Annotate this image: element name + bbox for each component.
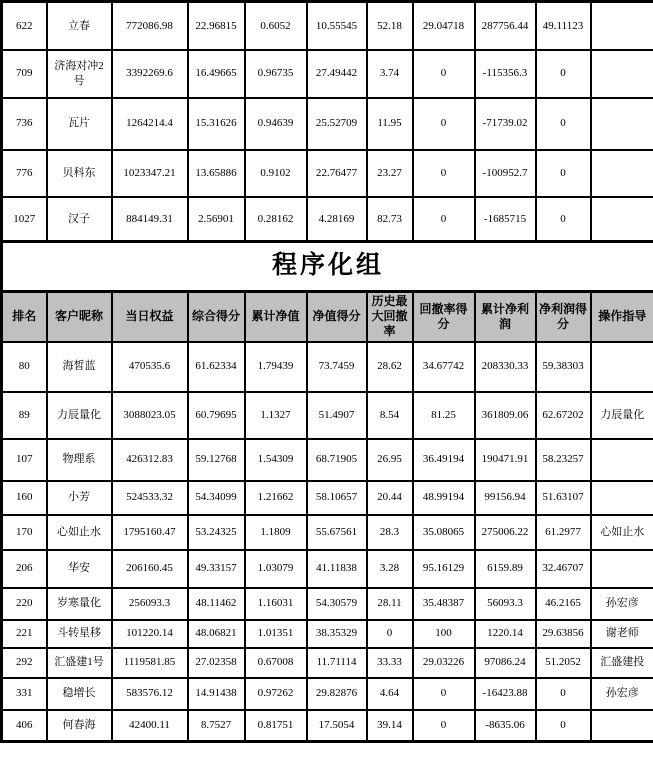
- cell-guidance: [591, 550, 653, 588]
- cell-max-drawdown: 26.95: [367, 439, 413, 481]
- column-header-cum-nav: 累计净值: [245, 292, 307, 342]
- cell-daily-equity: 583576.12: [112, 678, 188, 710]
- cell-nickname: 稳增长: [47, 678, 112, 710]
- cell-daily-equity: 1264214.4: [112, 98, 188, 150]
- cell-nickname: 斗转星移: [47, 620, 112, 648]
- cell-nickname: 岁寒量化: [47, 588, 112, 620]
- cell-rank: 89: [2, 392, 47, 439]
- cell-profit-score: 0: [536, 98, 591, 150]
- section-title: 程序化组: [2, 242, 653, 292]
- cell-nav-score: 55.67561: [307, 515, 367, 550]
- cell-cum-profit: -8635.06: [475, 710, 536, 742]
- cell-nav-score: 27.49442: [307, 50, 367, 98]
- cell-nav-score: 41.11838: [307, 550, 367, 588]
- cell-max-drawdown: 23.27: [367, 150, 413, 197]
- cell-composite-score: 54.34099: [188, 481, 245, 515]
- cell-composite-score: 48.06821: [188, 620, 245, 648]
- cell-composite-score: 48.11462: [188, 588, 245, 620]
- table-row: [2, 550, 653, 588]
- cell-rank: 170: [2, 515, 47, 550]
- cell-max-drawdown: 20.44: [367, 481, 413, 515]
- cell-nav-score: 17.5054: [307, 710, 367, 742]
- cell-max-drawdown: 52.18: [367, 2, 413, 50]
- cell-cum-nav: 0.9102: [245, 150, 307, 197]
- cell-guidance: [591, 150, 653, 197]
- section-title-row: [2, 242, 653, 292]
- cell-cum-nav: 1.03079: [245, 550, 307, 588]
- cell-nickname: 济海对冲2号: [47, 50, 112, 98]
- cell-rank: 776: [2, 150, 47, 197]
- table-row: [2, 648, 653, 678]
- cell-profit-score: 29.63856: [536, 620, 591, 648]
- cell-drawdown-score: 0: [413, 98, 475, 150]
- cell-drawdown-score: 100: [413, 620, 475, 648]
- cell-daily-equity: 206160.45: [112, 550, 188, 588]
- column-header-daily-equity: 当日权益: [112, 292, 188, 342]
- cell-max-drawdown: 3.74: [367, 50, 413, 98]
- cell-cum-profit: -16423.88: [475, 678, 536, 710]
- cell-profit-score: 0: [536, 197, 591, 242]
- cell-drawdown-score: 29.03226: [413, 648, 475, 678]
- cell-composite-score: 22.96815: [188, 2, 245, 50]
- cell-max-drawdown: 0: [367, 620, 413, 648]
- table-row: [2, 515, 653, 550]
- cell-guidance: [591, 439, 653, 481]
- cell-nickname: 贝科东: [47, 150, 112, 197]
- cell-cum-profit: 1220.14: [475, 620, 536, 648]
- cell-drawdown-score: 48.99194: [413, 481, 475, 515]
- cell-rank: 736: [2, 98, 47, 150]
- cell-profit-score: 51.2052: [536, 648, 591, 678]
- cell-guidance: [591, 50, 653, 98]
- cell-drawdown-score: 35.08065: [413, 515, 475, 550]
- cell-cum-nav: 0.67008: [245, 648, 307, 678]
- cell-rank: 107: [2, 439, 47, 481]
- cell-guidance: [591, 710, 653, 742]
- table-row: [2, 588, 653, 620]
- cell-rank: 220: [2, 588, 47, 620]
- cell-profit-score: 0: [536, 678, 591, 710]
- cell-nav-score: 11.71114: [307, 648, 367, 678]
- cell-nickname: 何春海: [47, 710, 112, 742]
- table-row: [2, 98, 653, 150]
- cell-max-drawdown: 33.33: [367, 648, 413, 678]
- cell-rank: 292: [2, 648, 47, 678]
- cell-daily-equity: 772086.98: [112, 2, 188, 50]
- cell-rank: 160: [2, 481, 47, 515]
- cell-nickname: 海皙蓝: [47, 342, 112, 392]
- cell-cum-nav: 1.21662: [245, 481, 307, 515]
- cell-drawdown-score: 34.67742: [413, 342, 475, 392]
- cell-cum-profit: 99156.94: [475, 481, 536, 515]
- table-row: [2, 197, 653, 242]
- cell-nav-score: 29.82876: [307, 678, 367, 710]
- cell-cum-profit: -1685715: [475, 197, 536, 242]
- column-header-composite-score: 综合得分: [188, 292, 245, 342]
- header-row: [2, 292, 653, 342]
- cell-nav-score: 4.28169: [307, 197, 367, 242]
- cell-nickname: 立春: [47, 2, 112, 50]
- cell-cum-profit: 275006.22: [475, 515, 536, 550]
- cell-guidance: [591, 197, 653, 242]
- cell-nav-score: 68.71905: [307, 439, 367, 481]
- cell-cum-profit: 190471.91: [475, 439, 536, 481]
- cell-nav-score: 25.52709: [307, 98, 367, 150]
- cell-guidance: 孙宏彦: [591, 678, 653, 710]
- cell-guidance: [591, 481, 653, 515]
- table-row: [2, 342, 653, 392]
- cell-cum-profit: -100952.7: [475, 150, 536, 197]
- cell-profit-score: 0: [536, 150, 591, 197]
- column-header-nav-score: 净值得分: [307, 292, 367, 342]
- cell-rank: 206: [2, 550, 47, 588]
- cell-guidance: 谢老师: [591, 620, 653, 648]
- cell-rank: 406: [2, 710, 47, 742]
- cell-cum-nav: 0.6052: [245, 2, 307, 50]
- cell-cum-profit: 56093.3: [475, 588, 536, 620]
- cell-composite-score: 27.02358: [188, 648, 245, 678]
- cell-max-drawdown: 28.11: [367, 588, 413, 620]
- cell-rank: 622: [2, 2, 47, 50]
- cell-max-drawdown: 8.54: [367, 392, 413, 439]
- cell-daily-equity: 3392269.6: [112, 50, 188, 98]
- cell-nav-score: 51.4907: [307, 392, 367, 439]
- table-row: [2, 710, 653, 742]
- cell-guidance: 力辰量化: [591, 392, 653, 439]
- cell-max-drawdown: 11.95: [367, 98, 413, 150]
- table-row: [2, 50, 653, 98]
- cell-profit-score: 46.2165: [536, 588, 591, 620]
- cell-drawdown-score: 0: [413, 150, 475, 197]
- cell-composite-score: 53.24325: [188, 515, 245, 550]
- cell-max-drawdown: 4.64: [367, 678, 413, 710]
- table-row: [2, 2, 653, 50]
- table-body: [2, 2, 653, 742]
- cell-cum-profit: 6159.89: [475, 550, 536, 588]
- cell-cum-nav: 0.28162: [245, 197, 307, 242]
- cell-composite-score: 2.56901: [188, 197, 245, 242]
- cell-daily-equity: 524533.32: [112, 481, 188, 515]
- cell-rank: 709: [2, 50, 47, 98]
- cell-cum-nav: 1.79439: [245, 342, 307, 392]
- cell-composite-score: 13.65886: [188, 150, 245, 197]
- cell-cum-nav: 1.1327: [245, 392, 307, 439]
- cell-nav-score: 58.10657: [307, 481, 367, 515]
- cell-profit-score: 62.67202: [536, 392, 591, 439]
- cell-composite-score: 49.33157: [188, 550, 245, 588]
- cell-daily-equity: 470535.6: [112, 342, 188, 392]
- cell-daily-equity: 1795160.47: [112, 515, 188, 550]
- column-header-guidance: 操作指导: [591, 292, 653, 342]
- cell-guidance: 孙宏彦: [591, 588, 653, 620]
- cell-daily-equity: 3088023.05: [112, 392, 188, 439]
- column-header-profit-score: 净利润得分: [536, 292, 591, 342]
- cell-nickname: 瓦片: [47, 98, 112, 150]
- cell-profit-score: 58.23257: [536, 439, 591, 481]
- cell-cum-profit: 287756.44: [475, 2, 536, 50]
- cell-cum-nav: 0.81751: [245, 710, 307, 742]
- cell-max-drawdown: 3.28: [367, 550, 413, 588]
- cell-drawdown-score: 29.04718: [413, 2, 475, 50]
- column-header-max-drawdown: 历史最大回撤率: [367, 292, 413, 342]
- table-row: [2, 150, 653, 197]
- cell-drawdown-score: 0: [413, 710, 475, 742]
- cell-nav-score: 38.35329: [307, 620, 367, 648]
- table-row: [2, 392, 653, 439]
- cell-rank: 1027: [2, 197, 47, 242]
- cell-nav-score: 73.7459: [307, 342, 367, 392]
- cell-max-drawdown: 28.62: [367, 342, 413, 392]
- cell-max-drawdown: 28.3: [367, 515, 413, 550]
- cell-drawdown-score: 35.48387: [413, 588, 475, 620]
- cell-daily-equity: 42400.11: [112, 710, 188, 742]
- cell-max-drawdown: 39.14: [367, 710, 413, 742]
- cell-composite-score: 8.7527: [188, 710, 245, 742]
- cell-composite-score: 14.91438: [188, 678, 245, 710]
- cell-max-drawdown: 82.73: [367, 197, 413, 242]
- cell-drawdown-score: 36.49194: [413, 439, 475, 481]
- table-row: [2, 620, 653, 648]
- cell-drawdown-score: 0: [413, 50, 475, 98]
- cell-rank: 221: [2, 620, 47, 648]
- column-header-drawdown-score: 回撤率得分: [413, 292, 475, 342]
- table-row: [2, 678, 653, 710]
- cell-rank: 331: [2, 678, 47, 710]
- cell-guidance: [591, 2, 653, 50]
- cell-composite-score: 59.12768: [188, 439, 245, 481]
- cell-daily-equity: 256093.3: [112, 588, 188, 620]
- cell-nav-score: 54.30579: [307, 588, 367, 620]
- cell-guidance: 汇盛建投: [591, 648, 653, 678]
- table-row: [2, 439, 653, 481]
- cell-daily-equity: 426312.83: [112, 439, 188, 481]
- cell-cum-nav: 1.01351: [245, 620, 307, 648]
- cell-daily-equity: 101220.14: [112, 620, 188, 648]
- cell-cum-nav: 0.96735: [245, 50, 307, 98]
- cell-profit-score: 49.11123: [536, 2, 591, 50]
- cell-profit-score: 0: [536, 710, 591, 742]
- cell-drawdown-score: 0: [413, 197, 475, 242]
- cell-nickname: 华安: [47, 550, 112, 588]
- cell-drawdown-score: 81.25: [413, 392, 475, 439]
- cell-guidance: [591, 98, 653, 150]
- cell-nav-score: 22.76477: [307, 150, 367, 197]
- cell-nickname: 汇盛建1号: [47, 648, 112, 678]
- cell-nickname: 心如止水: [47, 515, 112, 550]
- cell-daily-equity: 1119581.85: [112, 648, 188, 678]
- cell-nickname: 汉子: [47, 197, 112, 242]
- column-header-rank: 排名: [2, 292, 47, 342]
- cell-daily-equity: 884149.31: [112, 197, 188, 242]
- cell-composite-score: 61.62334: [188, 342, 245, 392]
- cell-profit-score: 0: [536, 50, 591, 98]
- column-header-nickname: 客户昵称: [47, 292, 112, 342]
- column-header-cum-profit: 累计净利润: [475, 292, 536, 342]
- cell-cum-nav: 0.97262: [245, 678, 307, 710]
- cell-profit-score: 51.63107: [536, 481, 591, 515]
- cell-profit-score: 59.38303: [536, 342, 591, 392]
- cell-cum-nav: 1.54309: [245, 439, 307, 481]
- cell-guidance: 心如止水: [591, 515, 653, 550]
- cell-cum-profit: 208330.33: [475, 342, 536, 392]
- cell-rank: 80: [2, 342, 47, 392]
- cell-cum-nav: 1.16031: [245, 588, 307, 620]
- cell-nickname: 物理系: [47, 439, 112, 481]
- cell-nav-score: 10.55545: [307, 2, 367, 50]
- cell-cum-nav: 0.94639: [245, 98, 307, 150]
- cell-profit-score: 61.2977: [536, 515, 591, 550]
- cell-profit-score: 32.46707: [536, 550, 591, 588]
- cell-cum-nav: 1.1809: [245, 515, 307, 550]
- cell-cum-profit: -115356.3: [475, 50, 536, 98]
- cell-cum-profit: 97086.24: [475, 648, 536, 678]
- cell-cum-profit: 361809.06: [475, 392, 536, 439]
- table-row: [2, 481, 653, 515]
- cell-guidance: [591, 342, 653, 392]
- cell-composite-score: 16.49665: [188, 50, 245, 98]
- cell-cum-profit: -71739.02: [475, 98, 536, 150]
- cell-drawdown-score: 95.16129: [413, 550, 475, 588]
- cell-composite-score: 15.31626: [188, 98, 245, 150]
- cell-nickname: 力辰量化: [47, 392, 112, 439]
- cell-daily-equity: 1023347.21: [112, 150, 188, 197]
- cell-drawdown-score: 0: [413, 678, 475, 710]
- cell-composite-score: 60.79695: [188, 392, 245, 439]
- cell-nickname: 小芳: [47, 481, 112, 515]
